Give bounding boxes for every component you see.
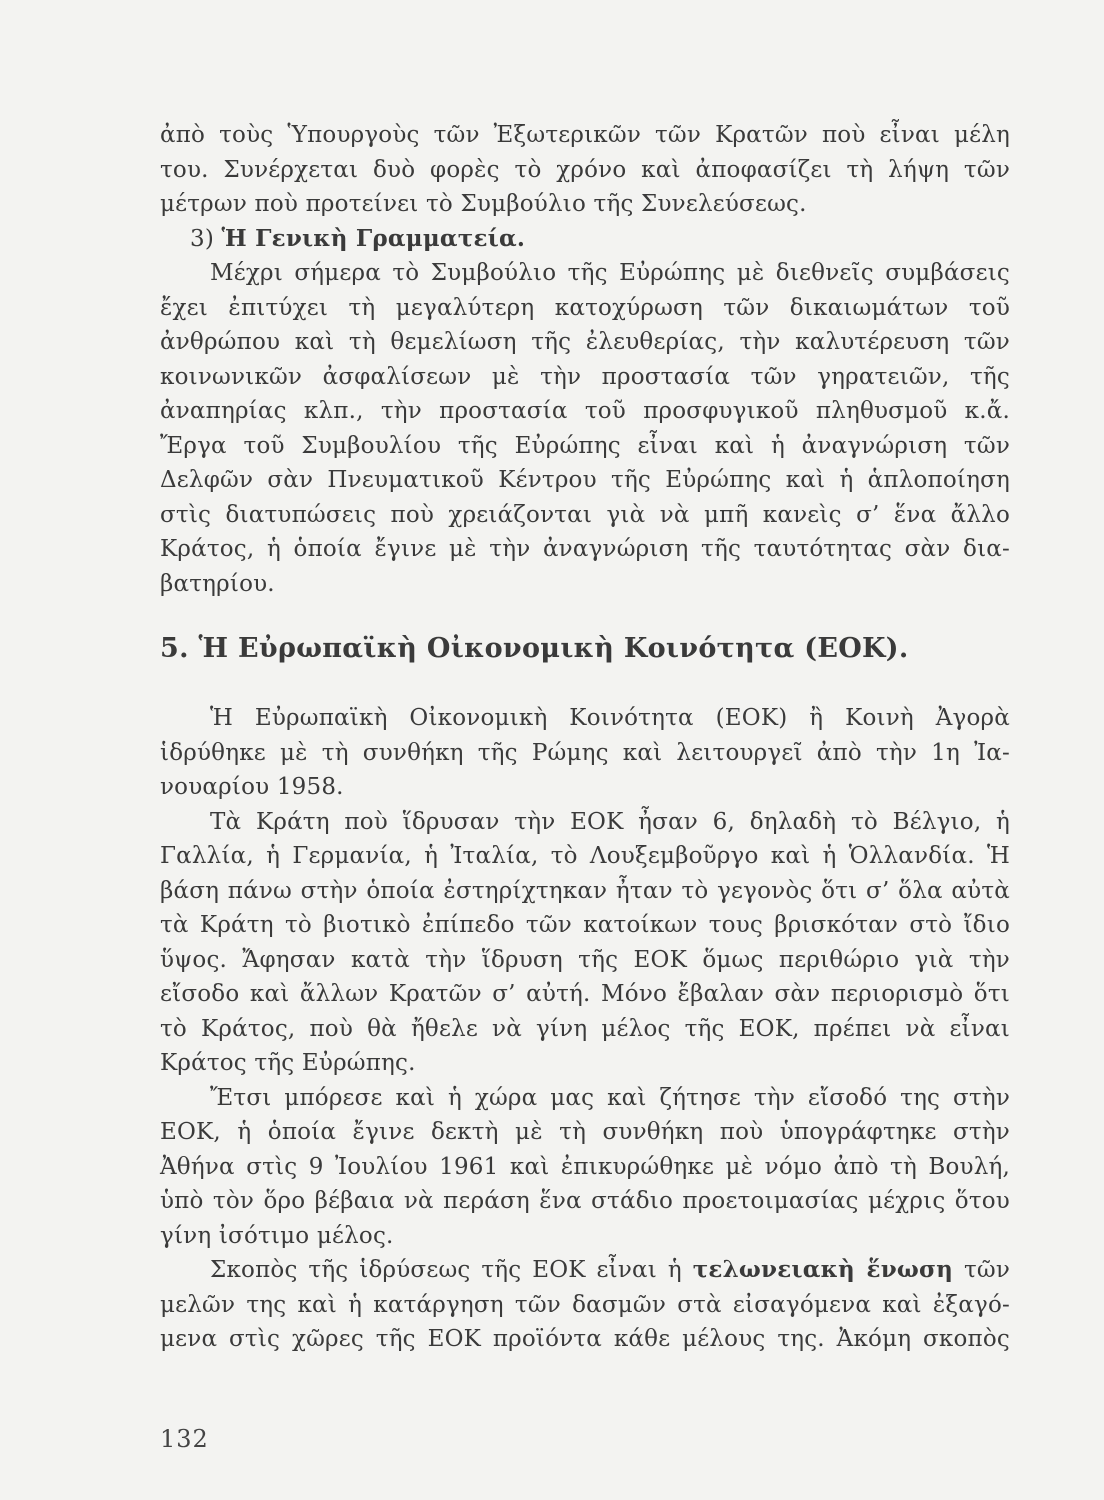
subsection-title: Ἡ Γενικὴ Γραμματεία. xyxy=(221,224,526,252)
text-fragment: Σκοπὸς τῆς ἱδρύσεως τῆς ΕΟΚ εἶναι ἡ xyxy=(210,1257,682,1283)
paragraph-greece xyxy=(160,1081,1010,1254)
text-line: βατηρίου. xyxy=(160,570,275,597)
emphasis-text: τελωνειακὴ ἕνωση xyxy=(692,1256,954,1283)
text-line: μενα στὶς χῶρες τῆς ΕΟΚ προϊόντα κάθε μέλους της. Ἀκόμη σκοπὸς xyxy=(160,1326,1010,1352)
paragraph-eok-founding xyxy=(160,701,1010,805)
text-line: μελῶν της καὶ ἡ κατάργηση τῶν δασμῶν στὰ εἰσαγόμενα καὶ ἐξαγό- xyxy=(160,1291,1010,1318)
paragraph-eok-states xyxy=(160,805,1010,1081)
section-heading: 5. Ἡ Εὐρωπαϊκὴ Οἰκονομικὴ Κοινότητα (ΕΟΚ). xyxy=(160,633,909,664)
text-line: Δελφῶν σὰν Πνευματικοῦ Κέντρου τῆς Εὐρώπης καὶ ἡ ἁπλοποίηση xyxy=(160,467,1010,493)
text-line: βάση πάνω στὴν ὁποία ἐστηρίχτηκαν ἦταν τὸ γεγονὸς ὅτι σ’ ὅλα αὐτὰ xyxy=(160,877,1010,904)
text-line: Κράτος, ἡ ὁποία ἔγινε μὲ τὴν ἀναγνώριση τῆς ταυτότητας σὰν δια- xyxy=(160,536,1010,562)
text-line: του. Συνέρχεται δυὸ φορὲς τὸ χρόνο καὶ ἀποφασίζει τὴ λήψη τῶν xyxy=(160,156,1010,183)
text-line: Τὰ Κράτη ποὺ ἵδρυσαν τὴν ΕΟΚ ἦσαν 6, δηλαδὴ τὸ Βέλγιο, ἡ xyxy=(210,808,1010,835)
text-line: εἴσοδο καὶ ἄλλων Κρατῶν σ’ αὐτή. Μόνο ἔβαλαν σὰν περιορισμὸ ὅτι xyxy=(160,981,1010,1007)
text-line: κοινωνικῶν ἀσφαλίσεων μὲ τὴν προστασία τῶν γηρατειῶν, τῆς xyxy=(160,363,1010,390)
paragraph-purpose xyxy=(160,1253,1010,1357)
text-line: Ἀθήνα στὶς 9 Ἰουλίου 1961 καὶ ἐπικυρώθηκε μὲ νόμο ἀπὸ τὴ Βουλή, xyxy=(160,1153,1010,1180)
text-line: μέτρων ποὺ προτείνει τὸ Συμβούλιο τῆς Συνελεύσεως. xyxy=(160,191,807,217)
subsection-number: 3) xyxy=(190,225,215,252)
text-line: Ἔργα τοῦ Συμβουλίου τῆς Εὐρώπης εἶναι καὶ ἡ ἀναγνώριση τῶν xyxy=(160,432,1010,459)
text-line: ἀνθρώπου καὶ τὴ θεμελίωση τῆς ἐλευθερίας, τὴν καλυτέρευση τῶν xyxy=(160,329,1010,355)
text-line: ὑπὸ τὸν ὅρο βέβαια νὰ περάση ἕνα στάδιο προετοιμασίας μέχρις ὅτου xyxy=(160,1188,1010,1214)
page-number: 132 xyxy=(160,1425,209,1453)
text-line: ἔχει ἐπιτύχει τὴ μεγαλύτερη κατοχύρωση τῶν δικαιωμάτων τοῦ xyxy=(160,294,1010,321)
text-line: ἱδρύθηκε μὲ τὴ συνθήκη τῆς Ρώμης καὶ λειτουργεῖ ἀπὸ τὴν 1η Ἰα- xyxy=(160,739,1010,766)
text-line: τὰ Κράτη τὸ βιοτικὸ ἐπίπεδο τῶν κατοίκων τους βρισκόταν στὸ ἴδιο xyxy=(160,912,1010,938)
text-line: ὕψος. Ἄφησαν κατὰ τὴν ἵδρυση τῆς ΕΟΚ ὅμως περιθώριο γιὰ τὴν xyxy=(160,946,1010,973)
paragraph-intro xyxy=(160,118,1010,222)
document-page xyxy=(160,118,1010,1357)
text-fragment: τῶν xyxy=(963,1257,1011,1283)
subsection-heading xyxy=(160,222,1010,257)
text-line: Μέχρι σήμερα τὸ Συμβούλιο τῆς Εὐρώπης μὲ διεθνεῖς συμβάσεις xyxy=(210,260,1010,286)
text-line: Ἡ Εὐρωπαϊκὴ Οἰκονομικὴ Κοινότητα (ΕΟΚ) ἢ Κοινὴ Ἀγορὰ xyxy=(210,705,1010,731)
text-line: γίνη ἰσότιμο μέλος. xyxy=(160,1222,394,1249)
text-line: Κράτος τῆς Εὐρώπης. xyxy=(160,1050,416,1076)
text-line: ΕΟΚ, ἡ ὁποία ἔγινε δεκτὴ μὲ τὴ συνθήκη ποὺ ὑπογράφτηκε στὴν xyxy=(160,1119,1010,1145)
paragraph-council xyxy=(160,256,1010,601)
text-line xyxy=(160,1253,1010,1288)
text-line: τὸ Κράτος, ποὺ θὰ ἤθελε νὰ γίνη μέλος τῆς ΕΟΚ, πρέπει νὰ εἶναι xyxy=(160,1015,1010,1042)
text-line: στὶς διατυπώσεις ποὺ χρειάζονται γιὰ νὰ μπῆ κανεὶς σ’ ἕνα ἄλλο xyxy=(160,501,1010,528)
text-line: Ἔτσι μπόρεσε καὶ ἡ χώρα μας καὶ ζήτησε τὴν εἴσοδό της στὴν xyxy=(210,1084,1010,1111)
text-line: ἀναπηρίας κλπ., τὴν προστασία τοῦ προσφυγικοῦ πληθυσμοῦ κ.ἄ. xyxy=(160,398,1010,424)
text-line: Γαλλία, ἡ Γερμανία, ἡ Ἰταλία, τὸ Λουξεμβοῦργο καὶ ἡ Ὁλλανδία. Ἡ xyxy=(160,843,1010,869)
text-line: ἀπὸ τοὺς Ὑπουργοὺς τῶν Ἐξωτερικῶν τῶν Κρατῶν ποὺ εἶναι μέλη xyxy=(160,122,1010,148)
text-line: νουαρίου 1958. xyxy=(160,774,344,800)
